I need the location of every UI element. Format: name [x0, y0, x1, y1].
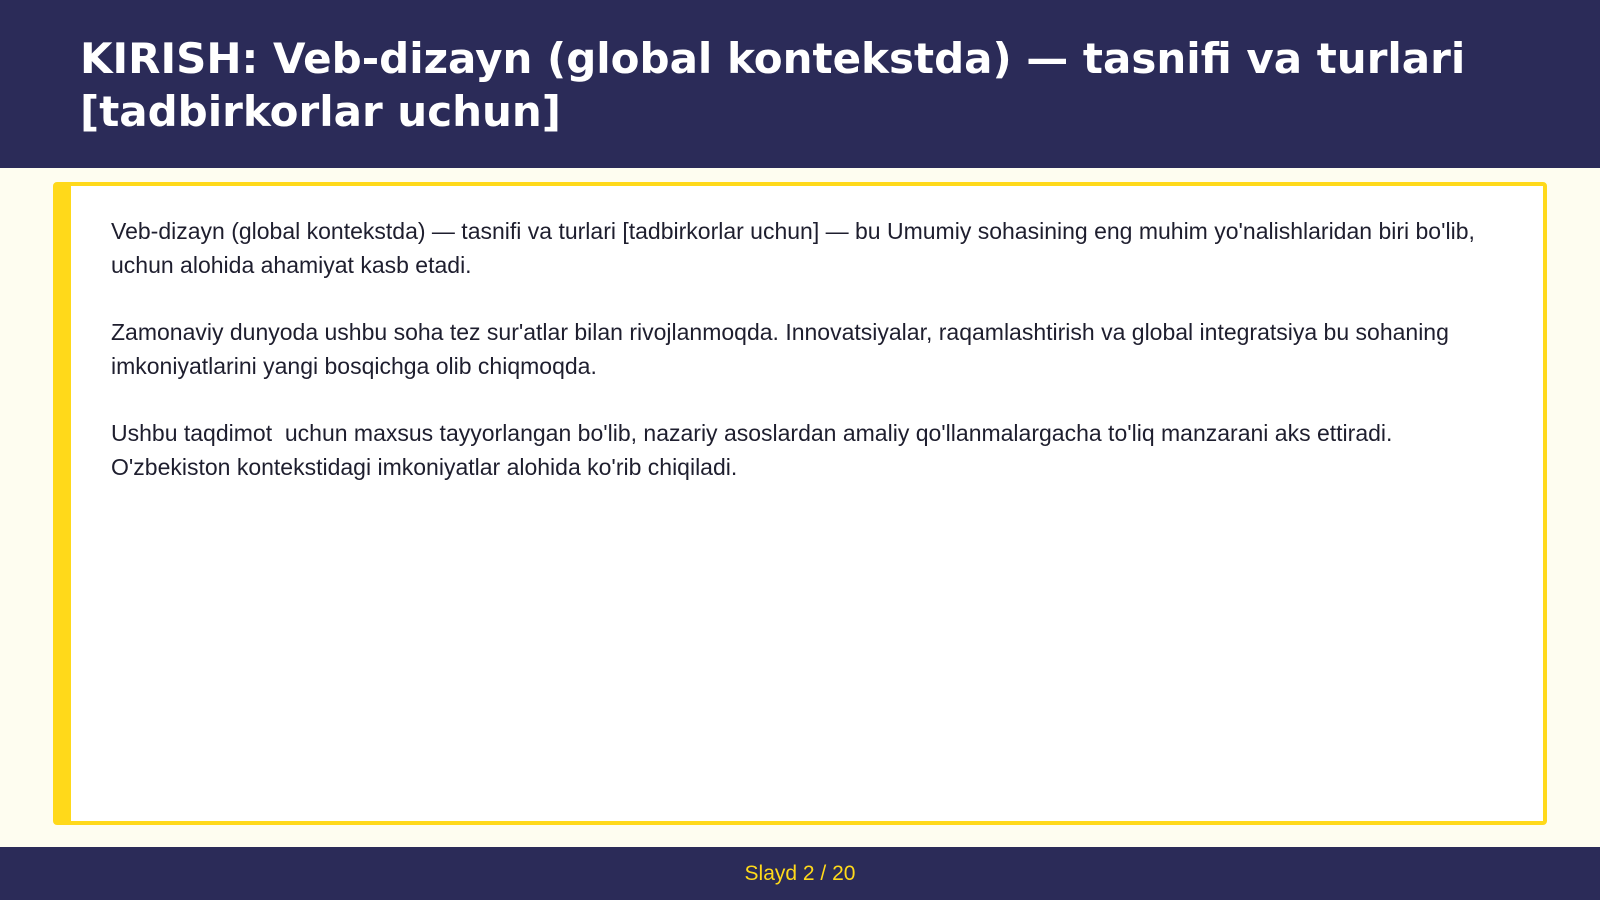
content-card [53, 182, 1547, 825]
content-body [111, 214, 1491, 517]
slide-counter: Slayd 2 / 20 [744, 861, 856, 885]
slide-title: KIRISH: Veb-dizayn (global kontekstda) — tasnifi va turlari [tadbirkorlar uchun] [80, 34, 1466, 136]
paragraph-intro: Veb-dizayn (global kontekstda) — tasnifi va turlari [tadbirkorlar uchun] — bu Umumiy sohasining eng muhim yo'nalishlaridan biri bo'lib, uchun alohida ahamiyat kasb etadi. [111, 218, 1488, 278]
slide-header [0, 0, 1600, 168]
paragraph-modern-world: Zamonaviy dunyoda ushbu soha tez sur'atlar bilan rivojlanmoqda. Innovatsiyalar, raqamlashtirish va global integratsiya bu sohaning imkoniyatlarini yangi bosqichga olib chiqmoqda. [111, 319, 1456, 379]
slide-footer [0, 847, 1600, 900]
paragraph-presentation-purpose: Ushbu taqdimot uchun maxsus tayyorlangan bo'lib, nazariy asoslardan amaliy qo'llanmalargacha to'liq manzarani aks ettiradi. O'zbekiston kontekstidagi imkoniyatlar alohida ko'rib chiqiladi. [111, 420, 1399, 480]
